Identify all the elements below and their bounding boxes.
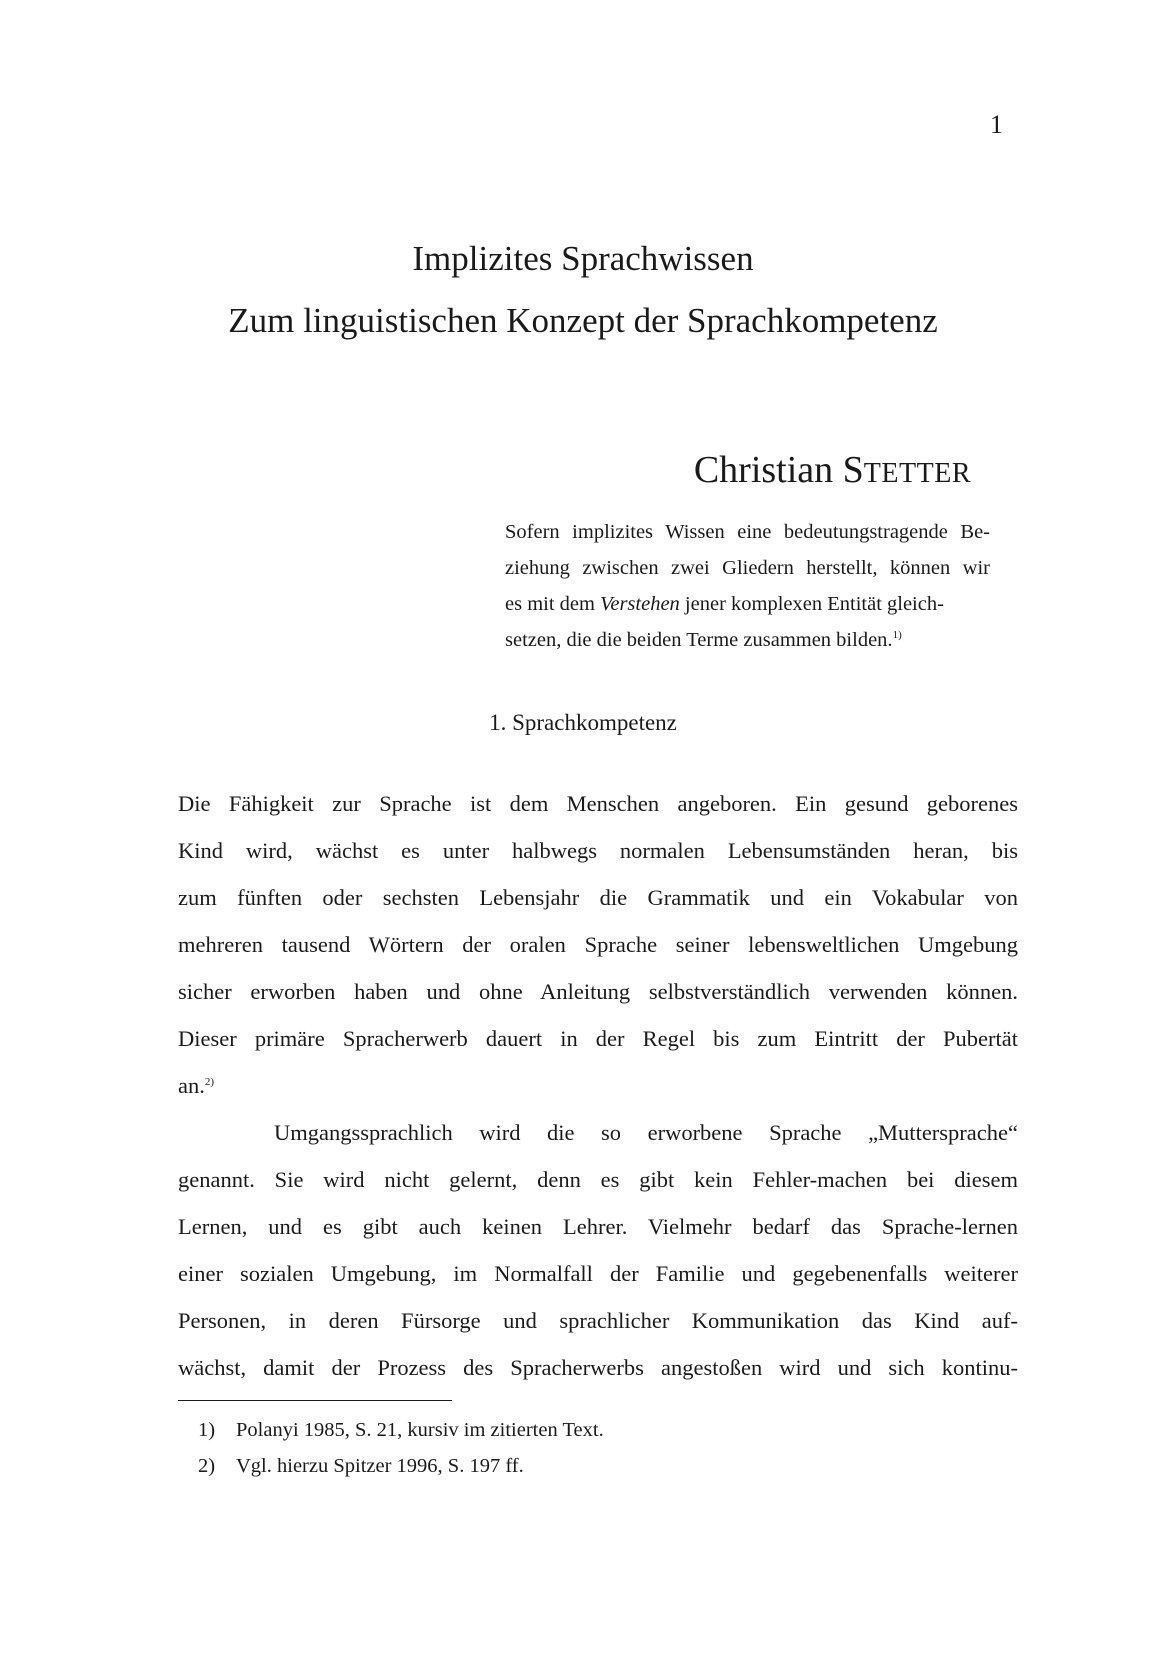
author-name (694, 446, 971, 498)
body-line: mehreren tausend Wörtern der oralen Sprache seiner lebensweltlichen Umgebung (178, 932, 1018, 957)
body-text (178, 780, 1018, 1391)
footnote-number: 1) (198, 1419, 216, 1441)
footnote-2 (198, 1448, 604, 1484)
body-line: einer sozialen Umgebung, im Normalfall der Familie und gegebenenfalls weiterer (178, 1261, 1018, 1286)
body-line: Personen, in deren Fürsorge und sprachlicher Kommunikation das Kind auf- (178, 1308, 1018, 1333)
body-line: Dieser primäre Spracherwerb dauert in der Regel bis zum Eintritt der Pubertät (178, 1026, 1018, 1051)
epigraph-line: ziehung zwischen zwei Gliedern herstellt, können wir (505, 557, 990, 579)
footnote-divider (178, 1400, 452, 1401)
body-line: Umgangssprachlich wird die so erworbene Sprache „Muttersprache“ (274, 1120, 1018, 1145)
epigraph-text: setzen, die die beiden Terme zusammen bilden. (505, 629, 893, 651)
epigraph-italic-term: Verstehen (600, 593, 680, 615)
body-line: Kind wird, wächst es unter halbwegs normalen Lebensumständen heran, bis (178, 838, 1018, 863)
body-line: wächst, damit der Prozess des Spracherwerbs angestoßen wird und sich kontinu- (178, 1355, 1018, 1380)
epigraph-text: jener komplexen Entität gleich- (679, 593, 944, 615)
title-line-2: Zum linguistischen Konzept der Sprachkompetenz (228, 301, 938, 340)
footnote-number: 2) (198, 1455, 216, 1477)
epigraph (505, 514, 990, 658)
body-line: genannt. Sie wird nicht gelernt, denn es gibt kein Fehler-machen bei diesem (178, 1167, 1018, 1192)
body-text-fragment: an. (178, 1073, 205, 1098)
footnote-text: Polanyi 1985, S. 21, kursiv im zitierten Text. (236, 1419, 604, 1441)
epigraph-line: Sofern implizites Wissen eine bedeutungstragende Be- (505, 521, 990, 543)
body-line: zum fünften oder sechsten Lebensjahr die Grammatik und ein Vokabular von (178, 885, 1018, 910)
epigraph-line (505, 622, 990, 658)
body-line: Die Fähigkeit zur Sprache ist dem Menschen angeboren. Ein gesund geborenes (178, 791, 1018, 816)
author-first-name: Christian (693, 449, 834, 491)
section-heading: 1. Sprachkompetenz (489, 710, 677, 735)
footnote-ref-2[interactable]: 2) (204, 1076, 215, 1088)
page-number: 1 (990, 110, 1003, 139)
body-line: Lernen, und es gibt auch keinen Lehrer. Vielmehr bedarf das Sprache-lernen (178, 1214, 1018, 1239)
footnote-text: Vgl. hierzu Spitzer 1996, S. 197 ff. (236, 1455, 524, 1477)
epigraph-line (505, 586, 990, 622)
epigraph-text: es mit dem (505, 593, 601, 615)
title-block (0, 228, 1166, 352)
body-line (178, 1062, 1018, 1109)
body-line: sicher erworben haben und ohne Anleitung selbstverständlich verwenden können. (178, 979, 1018, 1004)
author-last-initial: S (842, 449, 864, 491)
footnote-ref-1[interactable]: 1) (892, 629, 902, 641)
footnotes (198, 1412, 604, 1484)
author-last-rest: TETTER (863, 458, 971, 489)
footnote-1 (198, 1412, 604, 1448)
title-line-1: Implizites Sprachwissen (412, 239, 754, 278)
